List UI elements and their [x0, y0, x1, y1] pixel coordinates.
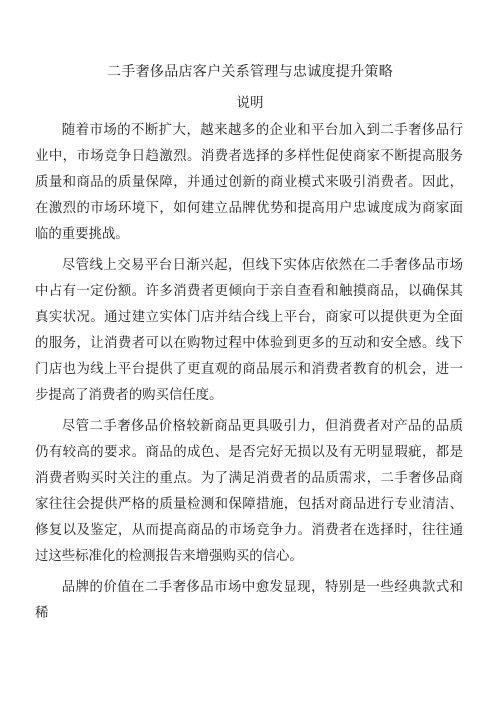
paragraph: 随着市场的不断扩大，越来越多的企业和平台加入到二手奢侈品行业中，市场竞争日趋激烈。消费者选择的多样性促使商家不断提高服务质量和商品的质量保障，并通过创新的商业模式来吸引消费者。因此，在激烈的市场环境下，如何建立品牌优势和提高用户忠诚度成为商家面临的重要挑战。 [35, 123, 463, 242]
paragraph: 品牌的价值在二手奢侈品市场中愈发显现，特别是一些经典款式和稀 [35, 580, 463, 621]
document-title: 二手奢侈品店客户关系管理与忠诚度提升策略 [107, 64, 393, 80]
paragraph: 尽管二手奢侈品价格较新商品更具吸引力，但消费者对产品的品质仍有较高的要求。商品的成色、是否完好无损以及有无明显瑕疵，都是消费者购买时关注的重点。为了满足消费者的品质需求，二手奢侈品商家往往会提供严格的质量检测和保障措施，包括对商品进行专业清洁、修复以及鉴定，从而提高商品的市场竞争力。消费者在选择时，往往通过这些标准化的检测报告来增强购买的信心。 [35, 419, 463, 564]
document-body [35, 118, 463, 632]
paragraph: 尽管线上交易平台日渐兴起，但线下实体店依然在二手奢侈品市场中占有一定份额。许多消费者更倾向于亲自查看和触摸商品，以确保其真实状况。通过建立实体门店并结合线上平台，商家可以提供更为全面的服务，让消费者可以在购物过程中体验到更多的互动和安全感。线下门店也为线上平台提供了更直观的商品展示和消费者教育的机会，进一步提高了消费者的购买信任度。 [35, 258, 463, 403]
document-subtitle: 说明 [236, 95, 264, 111]
